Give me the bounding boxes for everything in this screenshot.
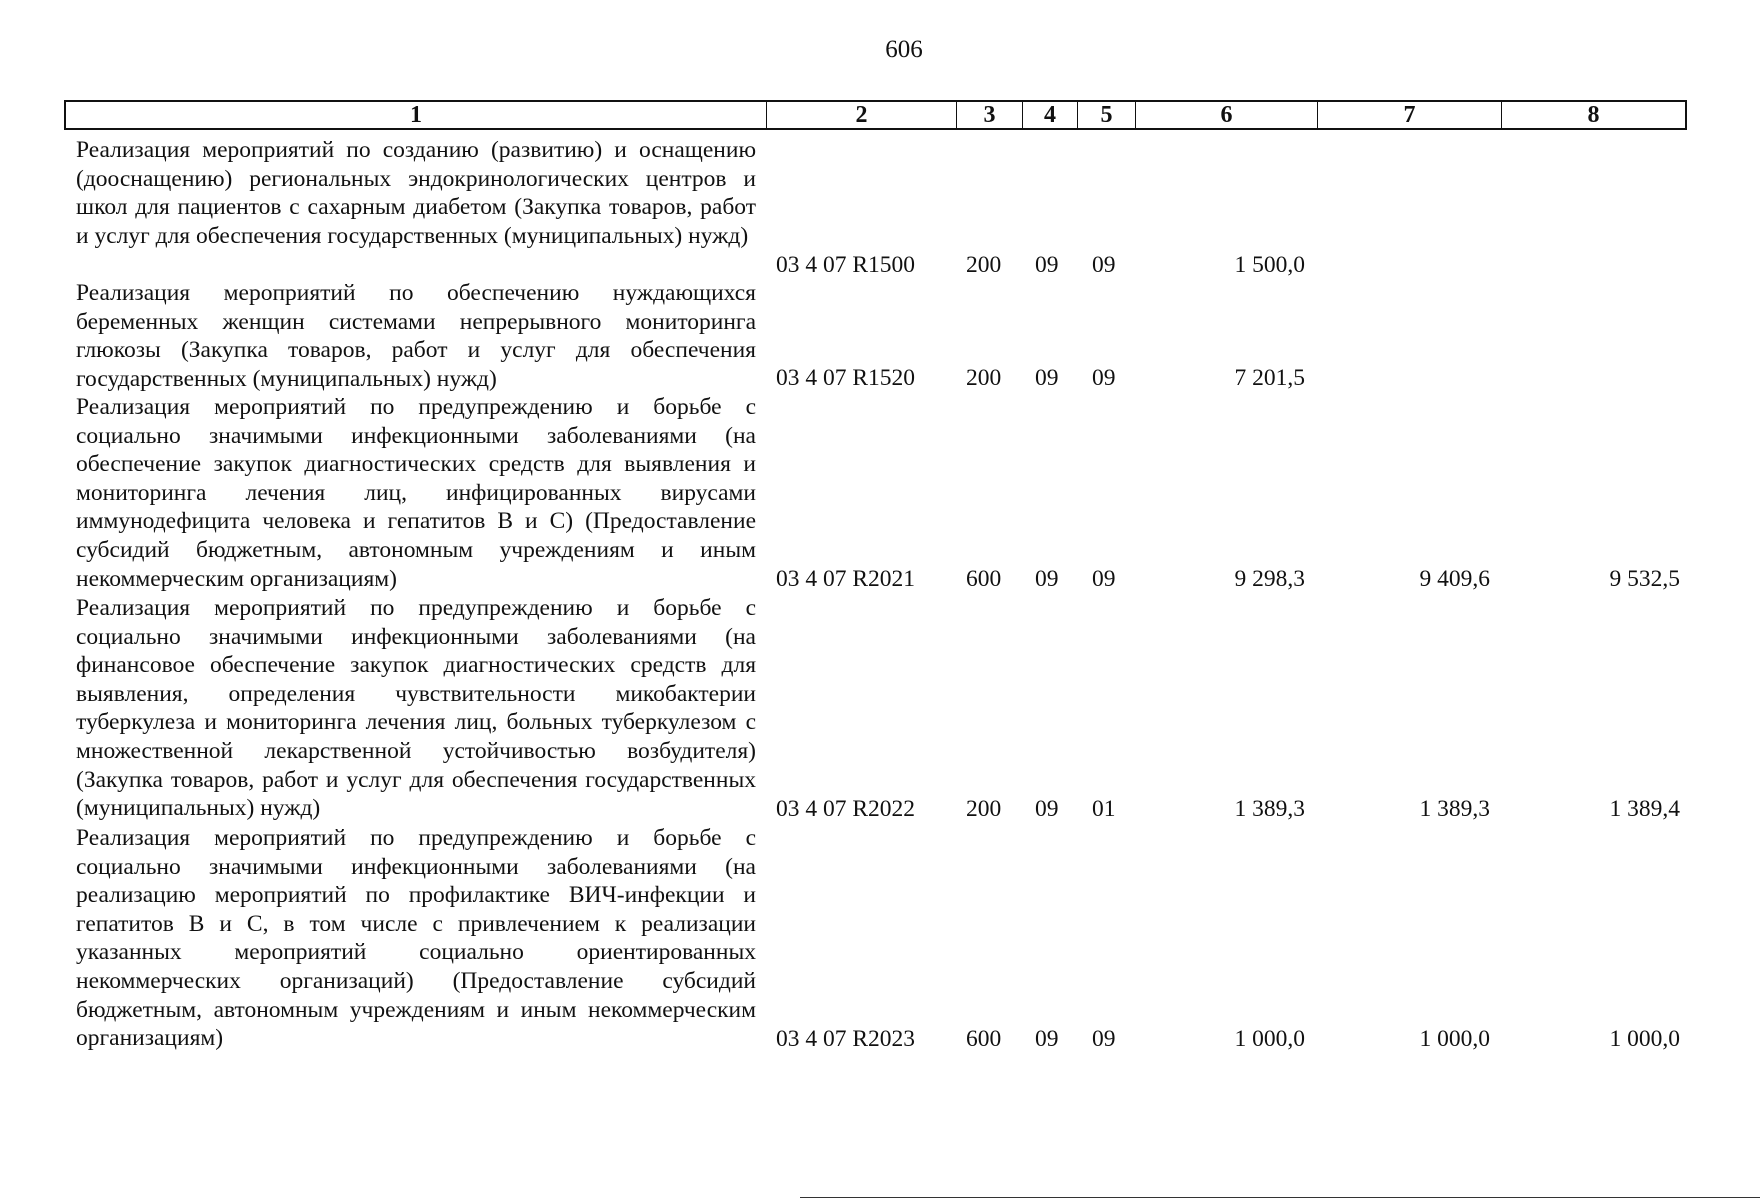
row-section: 09 (1035, 252, 1059, 278)
row-description: Реализация мероприятий по предупреждению и борьбе с социально значимыми инфекционными заболеваниями (на обеспечение закупок диагностических средств для выявления и мониторинга лечения лиц, инфицированных вирусами иммунодефицита человека и гепатитов B и C) (Предоставление субсидий бюджетным, автономным учреждениям и иным некоммерческим организациям) (76, 394, 756, 592)
column-header-5: 5 (1078, 102, 1136, 128)
row-code: 03 4 07 R2022 (776, 796, 916, 822)
row-subsection: 09 (1092, 252, 1116, 278)
row-code: 03 4 07 R2023 (776, 1026, 916, 1052)
row-expense-type: 200 (966, 365, 1002, 391)
column-header-7: 7 (1318, 102, 1502, 128)
column-header-2: 2 (767, 102, 957, 128)
row-amount-col6: 1 389,3 (1234, 796, 1305, 822)
row-amount-col6: 7 201,5 (1234, 365, 1305, 391)
column-header-6: 6 (1136, 102, 1318, 128)
column-header-3: 3 (957, 102, 1023, 128)
row-expense-type: 200 (966, 252, 1002, 278)
row-amount-col6: 1 500,0 (1234, 252, 1305, 278)
row-amount-col8: 1 389,4 (1609, 796, 1680, 822)
row-amount-col8: 1 000,0 (1609, 1026, 1680, 1052)
row-subsection: 09 (1092, 1026, 1116, 1052)
row-code: 03 4 07 R2021 (776, 566, 916, 592)
table-header (64, 100, 1687, 130)
row-amount-col7: 1 389,3 (1419, 796, 1490, 822)
row-description: Реализация мероприятий по обеспечению нуждающихся беременных женщин системами непрерывного мониторинга глюкозы (Закупка товаров, работ и услуг для обеспечения государственных (муниципальных) нужд) (76, 280, 756, 392)
row-expense-type: 200 (966, 796, 1002, 822)
row-expense-type: 600 (966, 566, 1002, 592)
row-amount-col6: 9 298,3 (1234, 566, 1305, 592)
row-subsection: 09 (1092, 566, 1116, 592)
column-header-1: 1 (66, 102, 767, 128)
row-code: 03 4 07 R1500 (776, 252, 916, 278)
row-amount-col8: 9 532,5 (1609, 566, 1680, 592)
row-section: 09 (1035, 796, 1059, 822)
column-header-8: 8 (1587, 102, 1600, 128)
row-expense-type: 600 (966, 1026, 1002, 1052)
column-header-4: 4 (1023, 102, 1078, 128)
row-amount-col7: 1 000,0 (1419, 1026, 1490, 1052)
row-subsection: 09 (1092, 365, 1116, 391)
row-description: Реализация мероприятий по предупреждению и борьбе с социально значимыми инфекционными заболеваниями (на реализацию мероприятий по профилактике ВИЧ-инфекции и гепатитов B и C, в том числе с привлечением к реализации указанных мероприятий социально ориентированных некоммерческих организаций) (Предоставление субсидий бюджетным, автономным учреждениям и иным некоммерческим организациям) (76, 825, 756, 1052)
row-section: 09 (1035, 1026, 1059, 1052)
row-amount-col7: 9 409,6 (1419, 566, 1490, 592)
page-number: 606 (885, 36, 923, 63)
row-section: 09 (1035, 566, 1059, 592)
row-amount-col6: 1 000,0 (1234, 1026, 1305, 1052)
row-description: Реализация мероприятий по предупреждению и борьбе с социально значимыми инфекционными заболеваниями (на финансовое обеспечение закупок диагностических средств для выявления, определения чувствительности микобактерии туберкулеза и мониторинга лечения лиц, больных туберкулезом с множественной лекарственной устойчивостью возбудителя) (Закупка товаров, работ и услуг для обеспечения государственных (муниципальных) нужд) (76, 595, 756, 822)
page-bottom-divider (800, 1197, 1760, 1198)
row-description: Реализация мероприятий по созданию (развитию) и оснащению (дооснащению) региональных эндокринологических центров и школ для пациентов с сахарным диабетом (Закупка товаров, работ и услуг для обеспечения государственных (муниципальных) нужд) (76, 137, 756, 249)
row-subsection: 01 (1092, 796, 1116, 822)
row-code: 03 4 07 R1520 (776, 365, 916, 391)
row-section: 09 (1035, 365, 1059, 391)
